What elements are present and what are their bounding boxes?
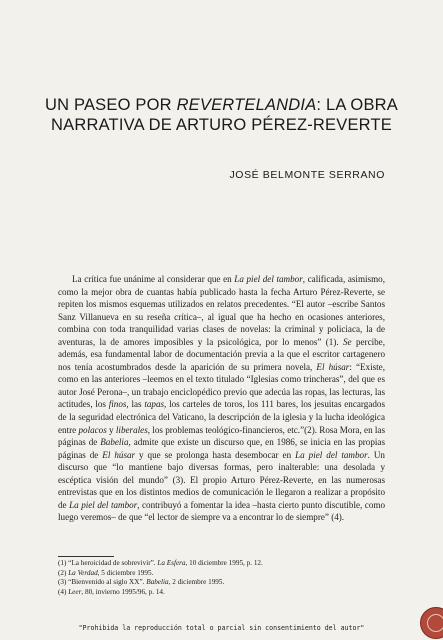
library-seal-icon: [420, 607, 443, 639]
body-text: [58, 273, 385, 524]
article-title: [0, 95, 443, 135]
title-emphasis: REVERTELANDIA: [176, 96, 317, 114]
body-paragraph: La crítica fue unánime al considerar que en La piel del tambor, calificada, asimismo, como la mejor obra de cuantas había publicado hasta la fecha Arturo Pérez-Reverte, se repiten los mismos esquemas utilizados en relatos precedentes. “El autor –escribe Santos Sanz Villanueva en su reseña crítica–, al igual que ha hecho en ocasiones anteriores, combina con toda tranquilidad varias clases de novelas: la criminal y policiaca, la de aventuras, la de amores imposibles y la psicológica, por lo menos” (1). Se percibe, además, esa fundamental labor de documentación previa a la que el escritor cartagenero nos tenía acostumbrados desde la aparición de su primera novela, El húsar: “Existe, como en las anteriores –leemos en el texto titulado “Iglesias como trincheras”, del que es autor José Perona–, un trabajo enciclopédico previo que adecúa las ropas, las lecturas, las actitudes, los finos, las tapas, los carteles de toros, los 111 bares, los jesuitas encargados de la seguridad electrónica del Vaticano, la descripción de la iglesia y la lucha ideológica entre polacos y liberales, los problemas teológico-financieros, etc.”(2). Rosa Mora, en las páginas de Babelia, admite que existe un discurso que, en 1986, se inicia en las propias páginas de El húsar y que se prolonga hasta desembocar en La piel del tambor. Un discurso que “lo mantiene bajo diversas formas, pero inalterable: una desolada y escéptica visión del mundo” (3). El propio Arturo Pérez-Reverte, en las numerosas entrevistas que en los distintos medios de comunicación le llegaron a realizar a propósito de La piel del tambor, contribuyó a fomentar la idea –hasta cierto punto discutible, como luego veremos– de que “el lector de siempre va a encontrar lo de siempre” (4).: [58, 274, 386, 523]
footnote-4: (4) Leer, 80, invierno 1995/96, p. 14.: [58, 587, 165, 596]
title-line-2: NARRATIVA DE ARTURO PÉREZ-REVERTE: [51, 116, 392, 134]
title-line-1: UN PASEO POR REVERTELANDIA: LA OBRA: [44, 96, 398, 114]
footnote-3: (3) “Bienvenido al siglo XX”. Babelia, 2 diciembre 1995.: [58, 578, 225, 587]
footnote-divider: [58, 556, 114, 557]
author-name: JOSÉ BELMONTE SERRANO: [229, 169, 385, 181]
footnotes: [58, 559, 388, 597]
copyright-notice: "Prohibida la reproducción total o parcial sin consentimiento del autor": [78, 624, 365, 632]
footnote-2: (2) La Verdad, 5 diciembre 1995.: [58, 568, 154, 577]
footnote-1: (1) “La heroicidad de sobrevivir”. La Esfera, 10 diciembre 1995, p. 12.: [58, 559, 263, 567]
